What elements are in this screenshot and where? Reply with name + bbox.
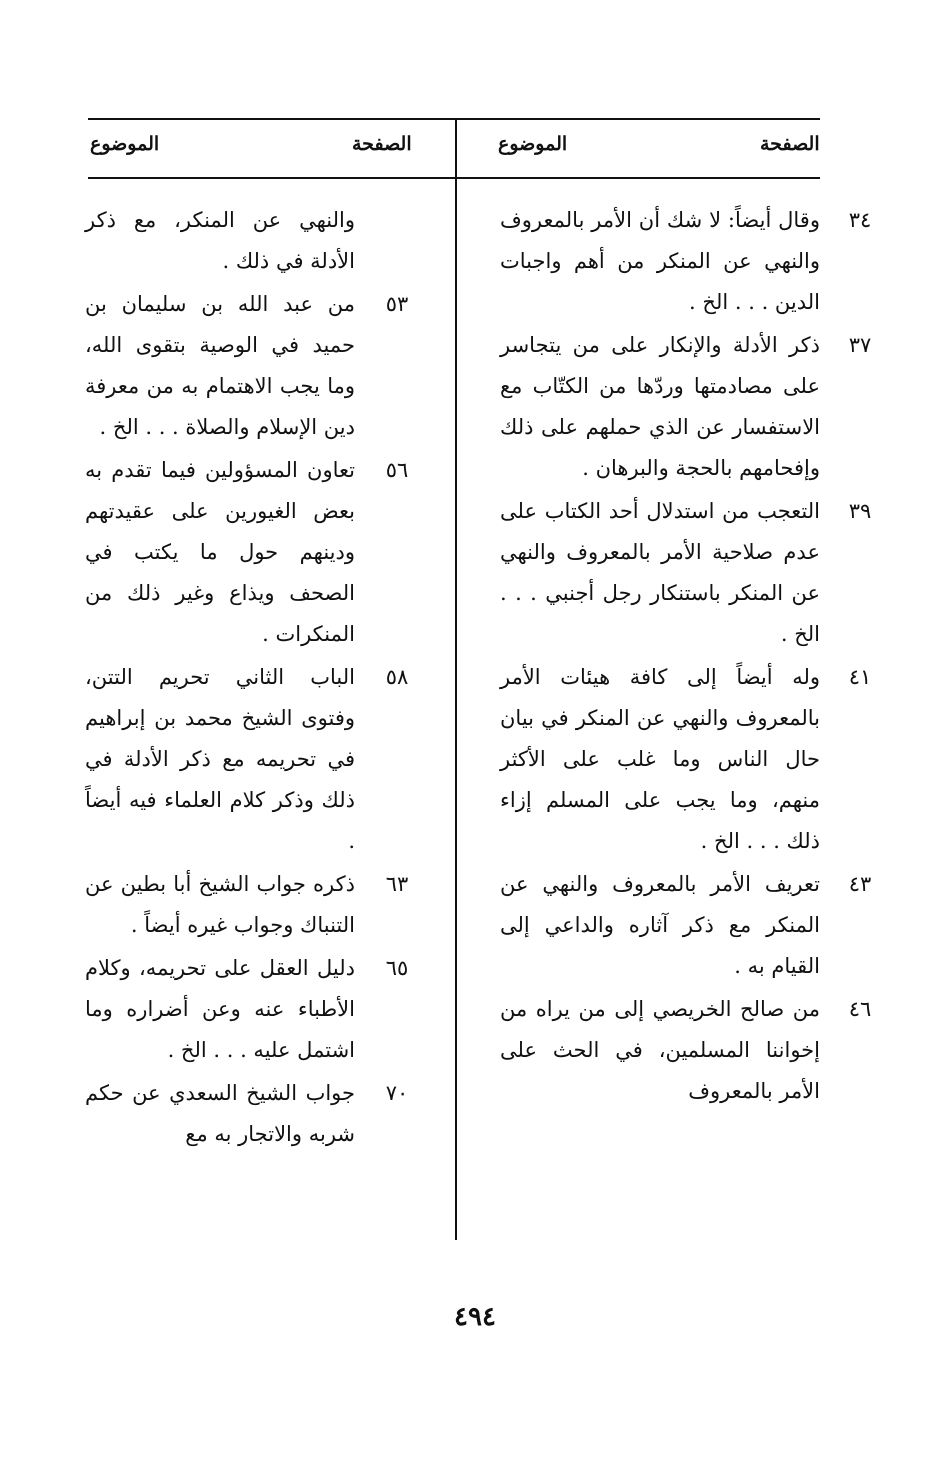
entry-page-number: ٤١ xyxy=(848,665,872,689)
entry-page-number: ٧٠ xyxy=(385,1081,409,1105)
entry-topic: دليل العقل على تحريمه، وكلام الأطباء عنه وعن أضراره وما اشتمل عليه . . . الخ . xyxy=(85,956,355,1062)
left-column xyxy=(85,200,409,1157)
toc-entry xyxy=(500,657,872,862)
toc-entry xyxy=(500,989,872,1112)
toc-entry xyxy=(85,948,409,1071)
entry-page-number: ٤٦ xyxy=(848,997,872,1021)
toc-entry xyxy=(85,1073,409,1155)
entry-topic: وله أيضاً إلى كافة هيئات الأمر بالمعروف والنهي عن المنكر في بيان حال الناس وما غلب على الأكثر منهم، وما يجب على المسلم إزاء ذلك . . . الخ . xyxy=(500,665,820,853)
header-rule xyxy=(88,177,820,179)
toc-entry xyxy=(500,325,872,489)
toc-entry xyxy=(500,491,872,655)
right-page-header: الصفحة xyxy=(760,133,820,155)
entry-page-number: ٣٧ xyxy=(848,333,872,357)
entry-topic: ذكر الأدلة والإنكار على من يتجاسر على مصادمتها وردّها من الكتّاب مع الاستفسار عن الذي حملهم على ذلك وإفحامهم بالحجة والبرهان . xyxy=(500,333,820,480)
entry-page-number: ٥٣ xyxy=(385,292,409,316)
toc-entry xyxy=(85,284,409,448)
toc-entry xyxy=(85,450,409,655)
right-topic-header: الموضوع xyxy=(498,133,568,155)
left-page-header: الصفحة xyxy=(352,133,412,155)
entry-page-number: ٣٤ xyxy=(848,208,872,232)
column-divider xyxy=(455,118,457,1240)
entry-topic: التعجب من استدلال أحد الكتاب على عدم صلاحية الأمر بالمعروف والنهي عن المنكر باستنكار رجل أجنبي . . . الخ . xyxy=(500,499,820,646)
entry-topic: الباب الثاني تحريم التتن، وفتوى الشيخ محمد بن إبراهيم في تحريمه مع ذكر الأدلة في ذلك وذكر كلام العلماء فيه أيضاً . xyxy=(85,665,355,853)
toc-entry xyxy=(85,657,409,862)
entry-topic: تعريف الأمر بالمعروف والنهي عن المنكر مع ذكر آثاره والداعي إلى القيام به . xyxy=(500,872,820,978)
entry-page-number: ٦٣ xyxy=(385,872,409,896)
toc-entry xyxy=(85,200,355,282)
entry-page-number: ٤٣ xyxy=(848,872,872,896)
entry-page-number: ٦٥ xyxy=(385,956,409,980)
left-topic-header: الموضوع xyxy=(90,133,160,155)
page-number-footer: ٤٩٤ xyxy=(454,1302,496,1332)
top-rule xyxy=(88,118,820,120)
entry-topic: ذكره جواب الشيخ أبا بطين عن التنباك وجواب غيره أيضاً . xyxy=(85,872,355,937)
entry-topic: جواب الشيخ السعدي عن حكم شربه والاتجار به مع xyxy=(85,1081,355,1146)
toc-entry xyxy=(85,864,409,946)
entry-topic: من عبد الله بن سليمان بن حميد في الوصية بتقوى الله، وما يجب الاهتمام به من معرفة دين الإسلام والصلاة . . . الخ . xyxy=(85,292,355,439)
entry-topic: تعاون المسؤولين فيما تقدم به بعض الغيورين على عقيدتهم ودينهم حول ما يكتب في الصحف ويذاع وغير ذلك من المنكرات . xyxy=(85,458,355,646)
entry-topic: وقال أيضاً: لا شك أن الأمر بالمعروف والنهي عن المنكر من أهم واجبات الدين . . . الخ . xyxy=(500,208,820,314)
toc-entry xyxy=(500,200,872,323)
entry-topic: من صالح الخريصي إلى من يراه من إخواننا المسلمين، في الحث على الأمر بالمعروف xyxy=(500,997,820,1103)
entry-page-number: ٣٩ xyxy=(848,499,872,523)
entry-topic: والنهي عن المنكر، مع ذكر الأدلة في ذلك . xyxy=(85,208,355,273)
entry-page-number: ٥٦ xyxy=(385,458,409,482)
right-column xyxy=(500,200,872,1114)
toc-entry xyxy=(500,864,872,987)
entry-page-number: ٥٨ xyxy=(385,665,409,689)
